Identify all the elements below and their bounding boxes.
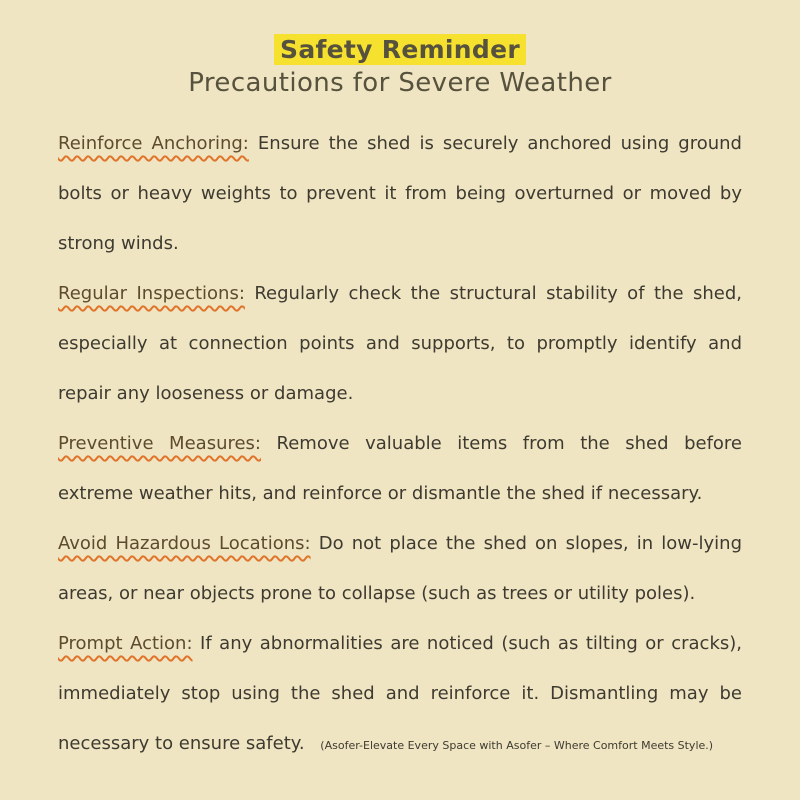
precaution-text: Do not place the shed on slopes, in low-lying areas, or near objects prone to collapse (such as trees or utility poles).: [58, 533, 742, 604]
precaution-term: Preventive Measures:: [58, 433, 261, 454]
precaution-term: Regular Inspections:: [58, 283, 245, 304]
precaution-text: Remove valuable items from the shed before extreme weather hits, and reinforce or dismantle the shed if necessary.: [58, 433, 742, 504]
precaution-term: Reinforce Anchoring:: [58, 133, 249, 154]
precaution-item-prompt-action: [58, 619, 742, 771]
precautions-subtitle: Precautions for Severe Weather: [188, 68, 612, 98]
header: [58, 0, 742, 99]
precautions-list: [58, 119, 742, 771]
precaution-item-locations: [58, 519, 742, 619]
brand-credit: (Asofer-Elevate Every Space with Asofer – Where Comfort Meets Style.): [320, 739, 714, 752]
precaution-item-inspections: [58, 269, 742, 419]
precaution-item-anchoring: [58, 119, 742, 269]
precaution-term: Prompt Action:: [58, 633, 193, 654]
precaution-term: Avoid Hazardous Locations:: [58, 533, 311, 554]
precaution-text: Ensure the shed is securely anchored using ground bolts or heavy weights to prevent it from being overturned or moved by strong winds.: [58, 133, 742, 254]
precaution-item-preventive: [58, 419, 742, 519]
precaution-text: Regularly check the structural stability of the shed, especially at connection points and supports, to promptly identify and repair any looseness or damage.: [58, 283, 742, 404]
precaution-text: If any abnormalities are noticed (such as tilting or cracks), immediately stop using the shed and reinforce it. Dismantling may be necessary to ensure safety.: [58, 633, 742, 754]
safety-reminder-title: Safety Reminder: [274, 34, 526, 65]
